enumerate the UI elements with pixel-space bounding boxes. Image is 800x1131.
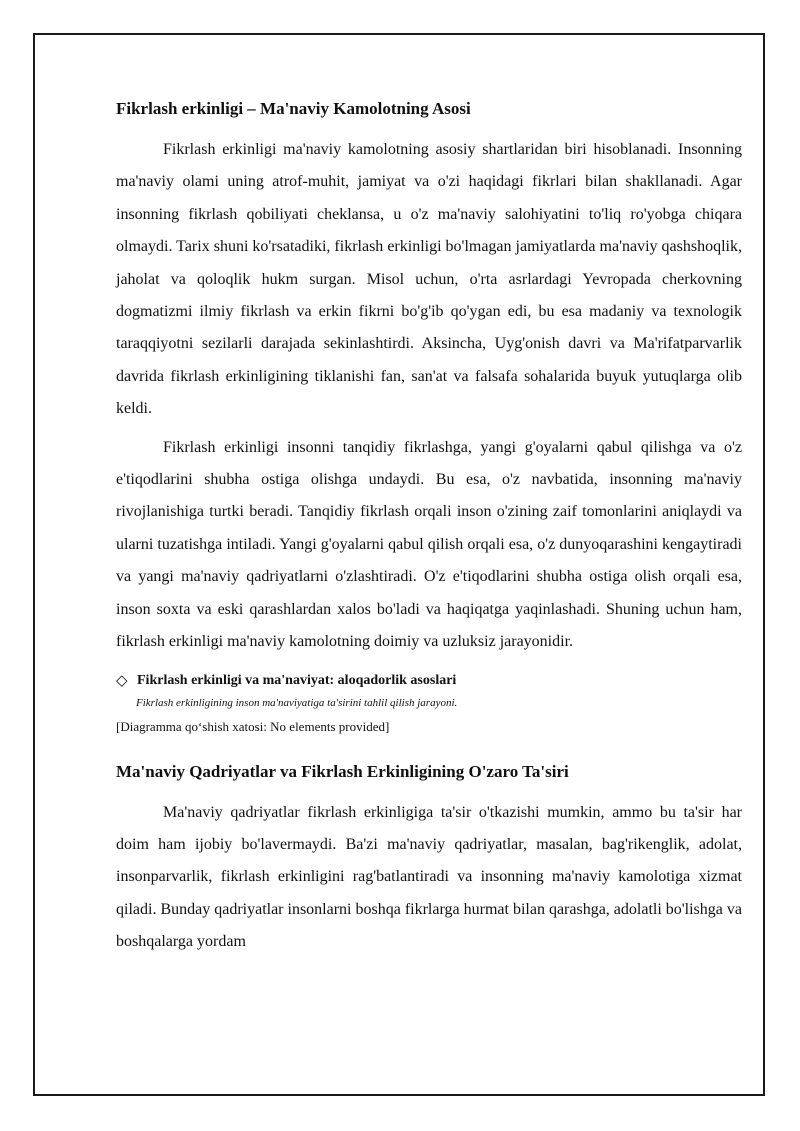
document-body xyxy=(116,96,742,959)
body-paragraph: Fikrlash erkinligi insonni tanqidiy fikrlashga, yangi g'oyalarni qabul qilishga va o'z e'tiqodlarini shubha ostiga olishga undaydi. Bu esa, o'z navbatida, insonning ma'naviy rivojlanishiga turtki beradi. Tanqidiy fikrlash orqali inson o'zining zaif tomonlarini aniqlaydi va ularni tuzatishga intiladi. Yangi g'oyalarni qabul qilish orqali esa, o'z dunyoqarashini kengaytiradi va yangi ma'naviy qadriyatlarni o'zlashtiradi. O'z e'tiqodlarini shubha ostiga olish orqali esa, inson soxta va eski qarashlardan xalos bo'ladi va haqiqatga yaqinlashadi. Shuning uchun ham, fikrlash erkinligi ma'naviy kamolotning doimiy va uzluksiz jarayonidir. xyxy=(116,438,742,651)
diagram-title xyxy=(116,671,742,691)
diagram-error-message: [Diagramma qo‘shish xatosi: No elements provided] xyxy=(116,718,390,734)
diagram-placeholder xyxy=(116,671,742,736)
body-paragraph: Ma'naviy qadriyatlar fikrlash erkinligiga ta'sir o'tkazishi mumkin, ammo bu ta'sir har doim ham ijobiy bo'lavermaydi. Ba'zi ma'naviy qadriyatlar, masalan, bag'rikenglik, adolat, insonparvarlik, fikrlash erkinligini rag'batlantiradi va insonning ma'naviy kamolotiga xizmat qiladi. Bunday qadriyatlar insonlarni boshqa fikrlarga hurmat bilan qarashga, adolatli bo'lishga va boshqalarga yordam xyxy=(116,803,742,951)
diagram-title-text: Fikrlash erkinligi va ma'naviyat: aloqadorlik asoslari xyxy=(137,672,457,688)
diagram-caption: Fikrlash erkinligining inson ma'naviyatiga ta'sirini tahlil qilish jarayoni. xyxy=(136,696,458,709)
section-heading: Ma'naviy Qadriyatlar va Fikrlash Erkinligining O'zaro Ta'siri xyxy=(116,761,569,781)
tag-icon: ◇ xyxy=(116,672,128,689)
section-heading: Fikrlash erkinligi – Ma'naviy Kamolotning Asosi xyxy=(116,99,471,118)
body-paragraph: Fikrlash erkinligi ma'naviy kamolotning asosiy shartlaridan biri hisoblanadi. Insonning ma'naviy olami uning atrof-muhit, jamiyat va o'zi haqidagi fikrlari bilan shakllanadi. Agar insonning fikrlash qobiliyati cheklansa, u o'z ma'naviy salohiyatini to'liq ro'yobga chiqara olmaydi. Tarix shuni ko'rsatadiki, fikrlash erkinligi bo'lmagan jamiyatlarda ma'naviy qashshoqlik, jaholat va qoloqlik hukm surgan. Misol uchun, o'rta asrlardagi Yevropada cherkovning dogmatizmi ilmiy fikrlash va erkin fikrni bo'g'ib qo'ygan edi, bu esa madaniy va texnologik taraqqiyotni sezilarli darajada sekinlashtirdi. Aksincha, Uyg'onish davri va Ma'rifatparvarlik davrida fikrlash erkinligining tiklanishi fan, san'at va falsafa sohalarida buyuk yutuqlarga olib keldi. xyxy=(116,141,742,418)
